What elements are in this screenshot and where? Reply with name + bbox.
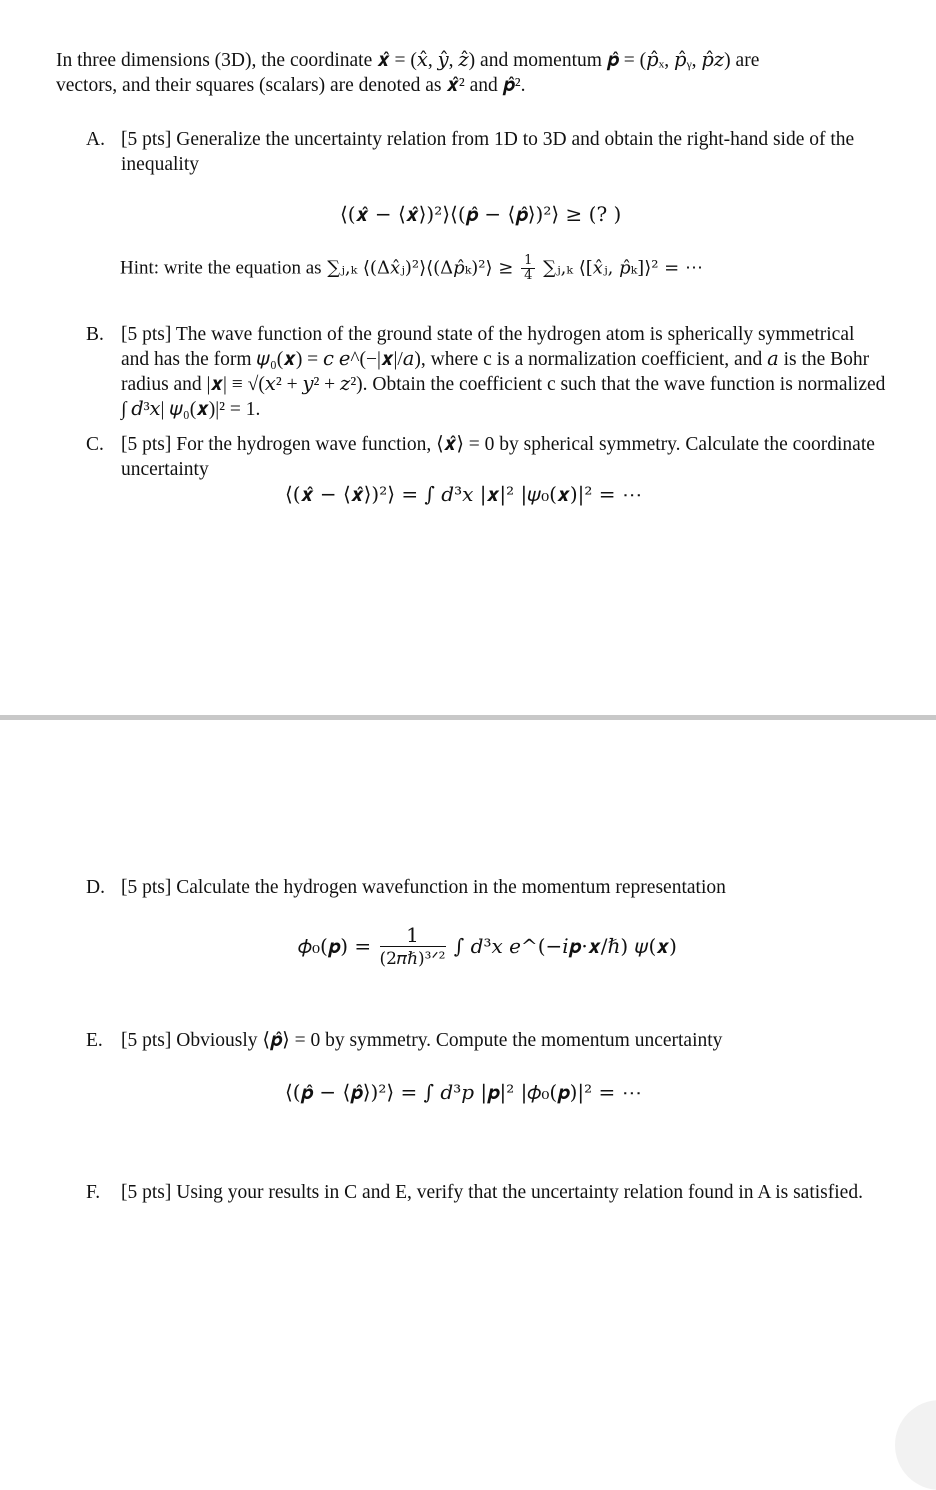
part-d-fraction [380, 924, 446, 971]
part-d-text: [5 pts] Calculate the hydrogen wavefunction in the momentum representation [121, 877, 726, 898]
intro-line-2: vectors, and their squares (scalars) are denoted as 𝒙̂² and 𝒑̂². [56, 75, 526, 96]
hint-fraction-numerator: 1 [521, 254, 535, 269]
part-b-text: [5 pts] The wave function of the ground state of the hydrogen atom is spherically symmetrical and has the form 𝜓₀(𝒙) = 𝑐 𝑒^(−|𝒙|/𝑎), where c is a normalization coefficient, and 𝑎 is the Bohr radius and |𝒙| ≡ √(𝑥² + 𝑦² + 𝑧²). Obtain the coefficient c such that the wave function is normalized ∫ 𝑑³𝑥| 𝜓₀(𝒙)|² = 1. [121, 324, 886, 420]
part-b-label: B. [86, 324, 104, 345]
part-b [86, 322, 886, 428]
intro-paragraph [56, 48, 916, 98]
part-d-fraction-denominator: (2𝜋ℏ)³ᐟ² [379, 949, 446, 969]
page-divider [0, 715, 936, 720]
part-d [86, 875, 886, 903]
part-a [86, 127, 886, 179]
part-f [86, 1180, 876, 1232]
intro-line-1: In three dimensions (3D), the coordinate 𝒙̂ = (𝑥̂, 𝑦̂, 𝑧̂) and momentum 𝒑̂ = (𝑝̂ₓ, 𝑝̂ᵧ, 𝑝̂𝑧) are [56, 50, 760, 71]
part-e-label: E. [86, 1030, 103, 1051]
part-d-equation [298, 924, 677, 971]
page-corner-shadow [895, 1400, 936, 1490]
part-f-text: [5 pts] Using your results in C and E, verify that the uncertainty relation found in A is satisfied. [121, 1182, 863, 1203]
hint-fraction [521, 254, 535, 283]
part-c-label: C. [86, 434, 104, 455]
part-a-label: A. [86, 129, 105, 150]
part-c [86, 432, 886, 484]
part-a-equation: ⟨(𝒙̂ − ⟨𝒙̂⟩)²⟩⟨(𝒑̂ − ⟨𝒑̂⟩)²⟩ ≥ (? ) [340, 202, 622, 226]
hint-prefix: Hint: write the equation as [120, 257, 322, 279]
part-c-text: [5 pts] For the hydrogen wave function, ⟨𝒙̂⟩ = 0 by spherical symmetry. Calculate the coordinate uncertainty [121, 434, 875, 480]
part-e-equation: ⟨(𝒑̂ − ⟨𝒑̂⟩)²⟩ = ∫ 𝑑³𝑝 |𝒑|² |𝜙₀(𝒑)|² = ⋯ [285, 1080, 642, 1104]
part-e [86, 1028, 886, 1056]
part-d-label: D. [86, 877, 105, 898]
part-d-eq-rhs: ∫ 𝑑³𝑥 𝑒^(−𝑖𝒑⋅𝒙/ℏ) 𝜓(𝒙) [453, 934, 677, 958]
part-f-label: F. [86, 1182, 101, 1203]
hint-rhs: ∑ⱼ,ₖ ⟨[𝑥̂ⱼ, 𝑝̂ₖ]⟩² = ⋯ [543, 257, 703, 279]
hint-lhs: ∑ⱼ,ₖ ⟨(Δ𝑥̂ⱼ)²⟩⟨(Δ𝑝̂ₖ)²⟩ ≥ [327, 257, 514, 279]
part-a-text: [5 pts] Generalize the uncertainty relation from 1D to 3D and obtain the right-hand side of the inequality [121, 129, 855, 175]
part-d-eq-lhs: 𝜙₀(𝒑) = [298, 934, 372, 958]
part-a-hint [120, 254, 703, 283]
part-c-equation: ⟨(𝒙̂ − ⟨𝒙̂⟩)²⟩ = ∫ 𝑑³𝑥 |𝒙|² |𝜓₀(𝒙)|² = ⋯ [285, 482, 642, 506]
part-e-text: [5 pts] Obviously ⟨𝒑̂⟩ = 0 by symmetry. Compute the momentum uncertainty [121, 1030, 723, 1051]
hint-fraction-denominator: 4 [524, 268, 533, 283]
part-d-fraction-numerator: 1 [380, 924, 446, 947]
